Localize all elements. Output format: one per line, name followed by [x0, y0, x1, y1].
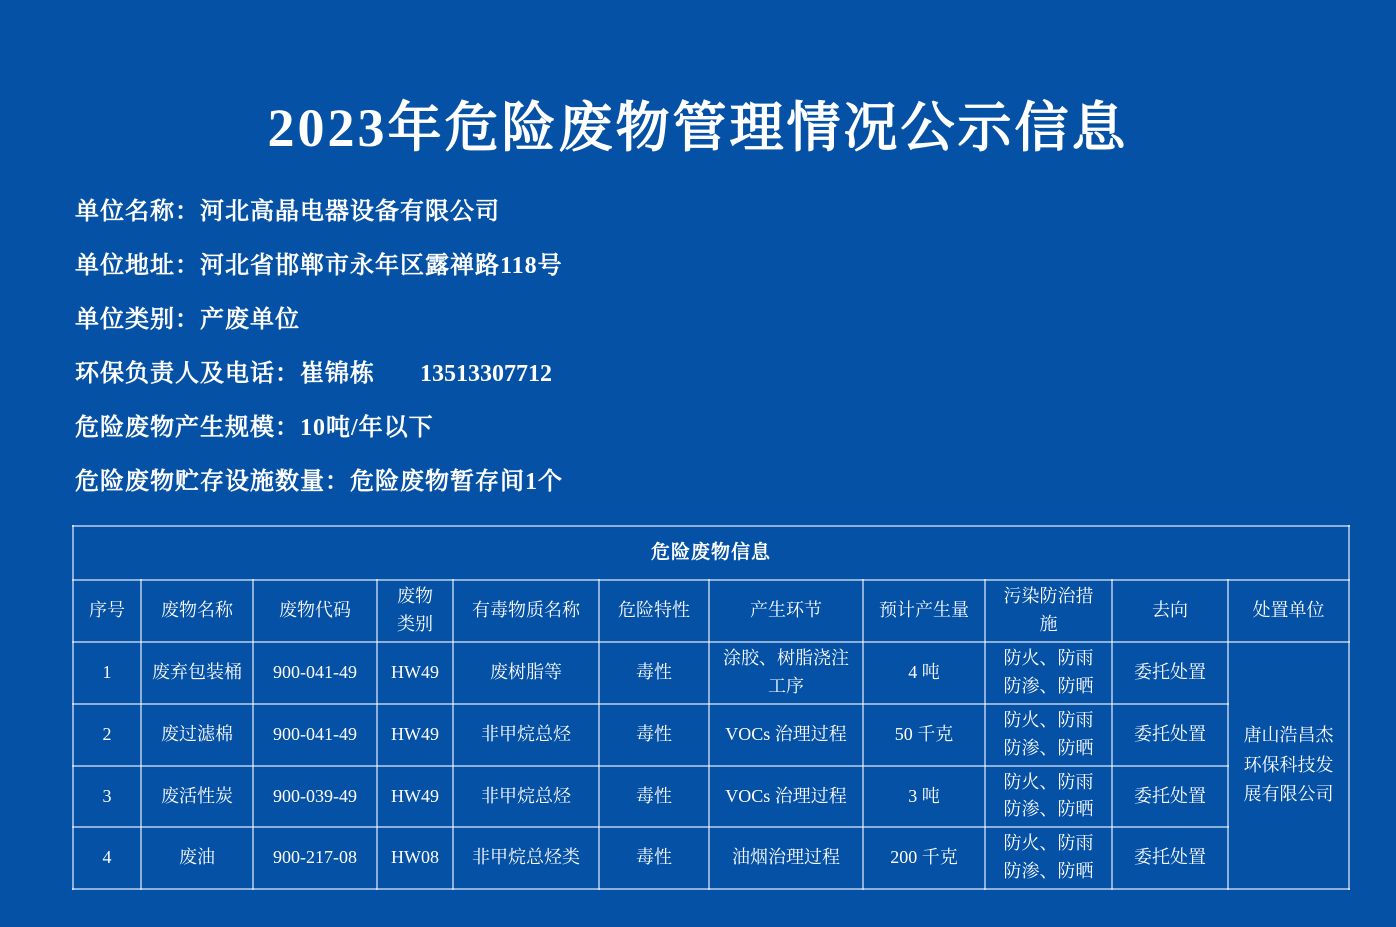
header-line: 产生环节 — [750, 599, 822, 620]
cell-waste-category: HW49 — [377, 766, 453, 828]
info-value: 产废单位 — [200, 307, 300, 333]
col-header-index — [73, 580, 141, 642]
header-line: 有毒物质名称 — [472, 599, 580, 620]
cell-hazard-trait: 毒性 — [599, 642, 709, 704]
cell-line: 防火、防雨 — [1003, 709, 1094, 730]
cell-pollution-measures — [985, 642, 1112, 704]
cell-pollution-measures — [985, 766, 1112, 828]
cell-toxic-substance: 非甲烷总烃类 — [453, 827, 599, 889]
info-value: 河北高晶电器设备有限公司 — [200, 199, 500, 225]
header-line: 污染防治措 — [1003, 586, 1094, 606]
info-value: 河北省邯郸市永年区露禅路118号 — [200, 253, 563, 279]
table-row — [73, 704, 1349, 766]
cell-estimated-amount: 4 吨 — [863, 642, 985, 704]
col-header-production-stage — [709, 580, 863, 642]
cell-waste-code: 900-041-49 — [253, 642, 377, 704]
cell-line: VOCs 治理过程 — [725, 785, 847, 806]
cell-hazard-trait: 毒性 — [599, 766, 709, 828]
cell-pollution-measures — [985, 704, 1112, 766]
info-line-storage-facilities — [75, 470, 1315, 495]
cell-destination: 委托处置 — [1112, 642, 1228, 704]
info-label: 危险废物产生规模： — [75, 415, 300, 441]
info-label: 单位地址： — [75, 253, 200, 279]
cell-estimated-amount: 50 千克 — [863, 704, 985, 766]
col-header-disposal-unit — [1228, 580, 1349, 642]
col-header-estimated-amount — [863, 580, 985, 642]
cell-line: VOCs 治理过程 — [725, 723, 847, 744]
page-title: 2023年危险废物管理情况公示信息 — [267, 98, 1129, 158]
info-line-company-name — [75, 200, 1315, 225]
cell-disposal-unit: 唐山浩昌杰环保科技发展有限公司 — [1228, 642, 1349, 889]
header-line: 去向 — [1152, 599, 1188, 620]
table-title-row — [73, 526, 1349, 580]
table-title: 危险废物信息 — [73, 526, 1349, 580]
cell-index: 2 — [73, 704, 141, 766]
header-line: 危险特性 — [618, 599, 690, 620]
cell-hazard-trait: 毒性 — [599, 704, 709, 766]
cell-production-stage — [709, 827, 863, 889]
info-value: 危险废物暂存间1个 — [350, 469, 563, 495]
info-line-env-contact — [75, 362, 1315, 387]
header-line: 施 — [1039, 613, 1058, 634]
cell-line: 防渗、防晒 — [1003, 861, 1094, 882]
info-line-company-address — [75, 254, 1315, 279]
info-value: 10吨/年以下 — [300, 415, 434, 441]
cell-waste-category: HW49 — [377, 642, 453, 704]
info-label: 环保负责人及电话： — [75, 361, 300, 387]
header-line: 序号 — [89, 599, 125, 620]
cell-line: 防渗、防晒 — [1003, 675, 1094, 696]
header-line: 处置单位 — [1252, 599, 1325, 620]
cell-waste-code: 900-039-49 — [253, 766, 377, 828]
cell-waste-code: 900-041-49 — [253, 704, 377, 766]
cell-waste-name: 废活性炭 — [141, 766, 253, 828]
cell-production-stage — [709, 704, 863, 766]
info-line-company-type — [75, 308, 1315, 333]
col-header-pollution-measures — [985, 580, 1112, 642]
header-line: 废物代码 — [279, 599, 351, 620]
cell-production-stage — [709, 642, 863, 704]
company-info-section — [75, 200, 1315, 524]
cell-line: 工序 — [768, 675, 804, 696]
cell-toxic-substance: 非甲烷总烃 — [453, 704, 599, 766]
table-header-row — [73, 580, 1349, 642]
info-line-waste-scale — [75, 416, 1315, 441]
cell-destination: 委托处置 — [1112, 827, 1228, 889]
contact-phone: 13513307712 — [420, 361, 552, 387]
cell-toxic-substance: 废树脂等 — [453, 642, 599, 704]
cell-line: 防火、防雨 — [1003, 771, 1094, 792]
cell-estimated-amount: 200 千克 — [863, 827, 985, 889]
cell-estimated-amount: 3 吨 — [863, 766, 985, 828]
cell-line: 油烟治理过程 — [732, 847, 840, 868]
table-row — [73, 766, 1349, 828]
cell-index: 1 — [73, 642, 141, 704]
col-header-waste-category — [377, 580, 453, 642]
table-row — [73, 642, 1349, 704]
cell-destination: 委托处置 — [1112, 766, 1228, 828]
header-line: 预计产生量 — [879, 599, 969, 620]
cell-pollution-measures — [985, 827, 1112, 889]
header-line: 废物 — [397, 586, 433, 606]
table-row — [73, 827, 1349, 889]
contact-name: 崔锦栋 — [300, 361, 375, 387]
cell-waste-name: 废弃包装桶 — [141, 642, 253, 704]
col-header-waste-code — [253, 580, 377, 642]
hazardous-waste-table — [72, 525, 1350, 890]
cell-waste-name: 废过滤棉 — [141, 704, 253, 766]
cell-waste-category: HW49 — [377, 704, 453, 766]
cell-toxic-substance: 非甲烷总烃 — [453, 766, 599, 828]
col-header-toxic-substance — [453, 580, 599, 642]
cell-index: 4 — [73, 827, 141, 889]
col-header-waste-name — [141, 580, 253, 642]
cell-line: 防渗、防晒 — [1003, 737, 1094, 758]
cell-line: 防火、防雨 — [1003, 647, 1094, 668]
col-header-hazard-trait — [599, 580, 709, 642]
info-label: 单位名称： — [75, 199, 200, 225]
cell-destination: 委托处置 — [1112, 704, 1228, 766]
header-line: 废物名称 — [161, 599, 233, 620]
cell-line: 防渗、防晒 — [1003, 799, 1094, 820]
header-line: 类别 — [397, 613, 433, 634]
col-header-destination — [1112, 580, 1228, 642]
cell-waste-name: 废油 — [141, 827, 253, 889]
cell-line: 防火、防雨 — [1003, 833, 1094, 854]
cell-waste-code: 900-217-08 — [253, 827, 377, 889]
cell-hazard-trait: 毒性 — [599, 827, 709, 889]
cell-index: 3 — [73, 766, 141, 828]
info-label: 危险废物贮存设施数量： — [75, 469, 350, 495]
cell-line: 涂胶、树脂浇注 — [723, 647, 849, 668]
info-label: 单位类别： — [75, 307, 200, 333]
cell-waste-category: HW08 — [377, 827, 453, 889]
cell-production-stage — [709, 766, 863, 828]
